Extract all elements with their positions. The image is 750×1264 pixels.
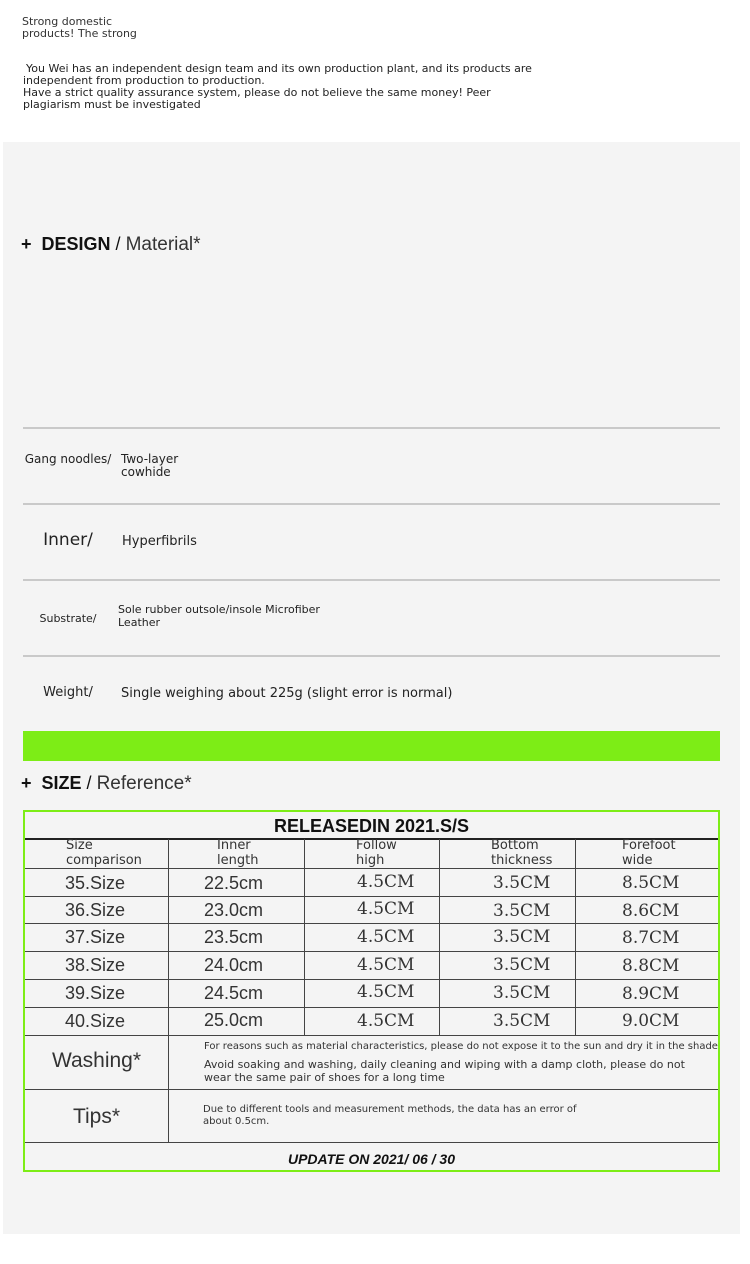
bottom-cell: 3.5CM xyxy=(493,901,551,921)
heel-cell: 4.5CM xyxy=(357,872,415,892)
divider xyxy=(23,427,720,429)
size-cell: 40.Size xyxy=(65,1011,126,1031)
plus-icon: + xyxy=(21,234,32,254)
divider xyxy=(23,503,720,505)
bottom-cell: 3.5CM xyxy=(493,927,551,947)
intro-description xyxy=(23,63,543,111)
length-cell: 25.0cm xyxy=(204,1010,264,1030)
size-cell: 39.Size xyxy=(65,983,126,1003)
forefoot-cell: 9.0CM xyxy=(622,1011,680,1031)
column-header: Inner length xyxy=(217,838,259,868)
forefoot-cell: 8.8CM xyxy=(622,956,680,976)
column-divider xyxy=(168,839,169,1142)
heel-cell: 4.5CM xyxy=(357,927,415,947)
bottom-cell: 3.5CM xyxy=(493,873,551,893)
size-cell: 36.Size xyxy=(65,900,126,920)
column-header: Bottom thickness xyxy=(491,838,553,868)
intro-line-1: You Wei has an independent design team and its own production plant, and its products are xyxy=(26,62,532,75)
length-cell: 23.0cm xyxy=(204,900,264,920)
heel-cell: 4.5CM xyxy=(357,955,415,975)
size-heading-slash: / xyxy=(86,773,92,793)
column-header: Size comparison xyxy=(66,838,142,868)
length-cell: 24.5cm xyxy=(204,983,264,1003)
row-divider xyxy=(25,923,718,924)
table-title: RELEASEDIN 2021.S/S xyxy=(273,816,470,836)
intro-line-3: Have a strict quality assurance system, please do not believe the same money! Peer xyxy=(23,86,491,99)
tips-label: Tips* xyxy=(72,1105,121,1128)
intro-line-2: independent from production to production. xyxy=(23,74,265,87)
bottom-cell: 3.5CM xyxy=(493,983,551,1003)
size-cell: 38.Size xyxy=(65,955,126,975)
heel-cell: 4.5CM xyxy=(357,899,415,919)
size-table xyxy=(23,810,720,1172)
bottom-cell: 3.5CM xyxy=(493,955,551,975)
column-header: Forefoot wide xyxy=(622,838,676,868)
design-heading xyxy=(21,234,201,256)
washing-note: Avoid soaking and washing, daily cleaning and wiping with a damp cloth, please do not wear the same pair of shoes for a long time xyxy=(204,1058,685,1084)
row-divider xyxy=(25,896,718,897)
row-divider xyxy=(25,1089,718,1090)
material-value: Hyperfibrils xyxy=(122,534,197,549)
size-heading-light: Reference* xyxy=(96,773,192,794)
material-label: Inner/ xyxy=(43,530,93,550)
size-heading-bold: SIZE xyxy=(41,773,82,793)
design-heading-bold: DESIGN xyxy=(41,234,111,254)
tips-note: Due to different tools and measurement methods, the data has an error of about 0.5cm. xyxy=(203,1104,577,1127)
design-heading-light: Material* xyxy=(125,234,201,255)
intro-tagline: Strong domestic products! The strong xyxy=(22,15,137,40)
forefoot-cell: 8.7CM xyxy=(622,928,680,948)
material-value: Sole rubber outsole/insole Microfiber Leather xyxy=(118,603,320,629)
forefoot-cell: 8.9CM xyxy=(622,984,680,1004)
material-label: Gang noodles/ xyxy=(24,452,112,466)
row-divider xyxy=(25,1142,718,1143)
row-divider xyxy=(25,868,718,869)
material-label: Weight/ xyxy=(43,685,93,700)
material-label: Substrate/ xyxy=(39,612,97,625)
size-cell: 37.Size xyxy=(65,927,126,947)
row-divider xyxy=(25,1035,718,1036)
washing-label: Washing* xyxy=(51,1049,142,1072)
accent-bar xyxy=(23,731,720,761)
bottom-cell: 3.5CM xyxy=(493,1011,551,1031)
row-divider xyxy=(25,979,718,980)
length-cell: 23.5cm xyxy=(204,927,264,947)
length-cell: 24.0cm xyxy=(204,955,264,975)
update-date: UPDATE ON 2021/ 06 / 30 xyxy=(287,1151,456,1167)
row-divider xyxy=(25,1007,718,1008)
heel-cell: 4.5CM xyxy=(357,1011,415,1031)
heel-cell: 4.5CM xyxy=(357,982,415,1002)
material-value: Single weighing about 225g (slight error is normal) xyxy=(121,686,453,701)
intro-line-4: plagiarism must be investigated xyxy=(23,98,201,111)
size-cell: 35.Size xyxy=(65,873,126,893)
washing-note: For reasons such as material characteristics, please do not expose it to the sun and dry it in the shade xyxy=(204,1041,718,1052)
divider xyxy=(23,579,720,581)
column-header: Follow high xyxy=(356,838,397,868)
length-cell: 22.5cm xyxy=(204,873,264,893)
plus-icon: + xyxy=(21,773,32,793)
forefoot-cell: 8.5CM xyxy=(622,873,680,893)
design-heading-slash: / xyxy=(115,234,121,254)
size-heading xyxy=(21,773,192,795)
forefoot-cell: 8.6CM xyxy=(622,901,680,921)
divider xyxy=(23,655,720,657)
row-divider xyxy=(25,951,718,952)
material-value: Two-layer cowhide xyxy=(121,452,179,479)
